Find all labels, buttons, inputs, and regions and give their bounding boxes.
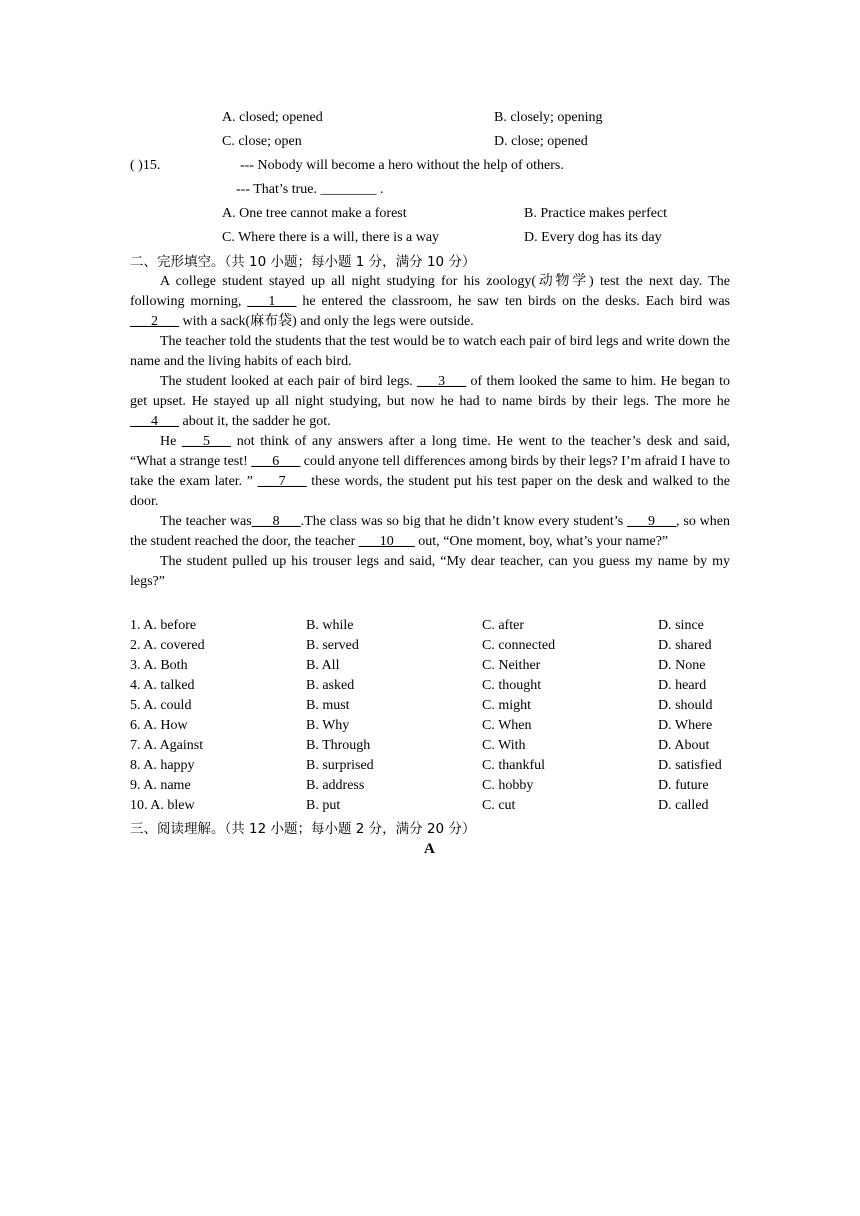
q14-option-b: B. closely; opening <box>494 110 603 125</box>
choice-option: D. None <box>658 658 706 673</box>
choice-option: D. called <box>658 798 709 813</box>
choice-option: D. should <box>658 698 713 713</box>
q15-option-c: C. Where there is a will, there is a way <box>222 230 440 245</box>
choice-option: 2. A. covered <box>130 638 205 653</box>
choice-option: 4. A. talked <box>130 678 195 693</box>
choice-option: C. When <box>482 718 532 733</box>
choice-option: B. while <box>306 618 354 633</box>
choice-option: C. after <box>482 618 524 633</box>
passage-paragraph: The student pulled up his trouser legs and said, “My dear teacher, can you guess my name by my legs?” <box>130 554 730 589</box>
choice-option: C. cut <box>482 798 516 813</box>
choice-option: D. Where <box>658 718 713 733</box>
choice-option: C. connected <box>482 638 556 653</box>
choice-option: D. About <box>658 738 710 753</box>
blank-3: ___3___ <box>417 374 467 389</box>
blank-5: ___5___ <box>182 434 232 449</box>
choice-option: B. Why <box>306 718 350 733</box>
choice-option: 1. A. before <box>130 618 197 633</box>
choice-option: 10. A. blew <box>130 798 195 813</box>
passage-paragraph: He ___5___ not think of any answers after a long time. He went to the teacher’s desk and said, “What a strange test! ___6___ could anyone tell differences among birds by their legs? I’m afraid I have to take the exam later. ” ___7___ these words, the student put his test paper on the desk and walked to the door. <box>130 434 731 509</box>
section2-title: 二、完形填空。（共 10 小题；每小题 1 分，满分 10 分） <box>130 254 476 270</box>
choice-option: 3. A. Both <box>130 658 188 673</box>
choice-option: B. must <box>306 698 350 713</box>
blank-8: ___8___ <box>251 514 301 529</box>
choice-option: B. asked <box>306 678 355 693</box>
reading-passage-heading: A <box>424 841 435 857</box>
choice-option: C. might <box>482 698 532 713</box>
choice-option: D. heard <box>658 678 707 693</box>
choice-option: B. put <box>306 798 341 813</box>
choice-option: B. served <box>306 638 359 653</box>
blank-10: ___10___ <box>358 534 415 549</box>
q15-answer-paren: ( )15. <box>130 158 161 173</box>
q15-reply: --- That’s true. ________ . <box>236 182 384 197</box>
blank-6: ___6___ <box>251 454 301 469</box>
choice-option: 7. A. Against <box>130 738 204 753</box>
blank-1: ___1___ <box>247 294 297 309</box>
blank-7: ___7___ <box>257 474 307 489</box>
choice-option: 6. A. How <box>130 718 188 733</box>
choice-option: 5. A. could <box>130 698 192 713</box>
choice-option: C. hobby <box>482 778 534 793</box>
q14-option-d: D. close; opened <box>494 134 588 149</box>
blank-2: ___2___ <box>130 314 179 329</box>
q15-option-a: A. One tree cannot make a forest <box>222 206 407 221</box>
choice-option: B. address <box>306 778 365 793</box>
q15-option-b: B. Practice makes perfect <box>524 206 668 221</box>
choice-option: C. thought <box>482 678 542 693</box>
choice-option: C. With <box>482 738 526 753</box>
choice-option: D. future <box>658 778 709 793</box>
q14-option-c: C. close; open <box>222 134 302 149</box>
choice-option: 8. A. happy <box>130 758 195 773</box>
choice-option: B. All <box>306 658 340 673</box>
passage-paragraph: The student looked at each pair of bird legs. ___3___ of them looked the same to him. He began to get upset. He stayed up all night studying, but now he had to name birds by their legs. The more he ___4___ about it, the sadder he got. <box>130 374 730 429</box>
choice-option: B. surprised <box>306 758 374 773</box>
passage-paragraph: The teacher was___8___.The class was so big that he didn’t know every student’s ___9___, so when the student reached the door, the teacher ___10___ out, “One moment, boy, what’s your name?” <box>130 514 730 549</box>
passage-paragraph: The teacher told the students that the test would be to watch each pair of bird legs and write down the name and the living habits of each bird. <box>130 334 730 369</box>
choice-option: D. shared <box>658 638 712 653</box>
choice-option: 9. A. name <box>130 778 191 793</box>
choice-option: D. satisfied <box>658 758 722 773</box>
choice-option: C. thankful <box>482 758 545 773</box>
q15-stem: --- Nobody will become a hero without the help of others. <box>240 158 564 173</box>
choice-option: B. Through <box>306 738 371 753</box>
q14-option-a: A. closed; opened <box>222 110 323 125</box>
blank-4: ___4___ <box>130 414 179 429</box>
q15-option-d: D. Every dog has its day <box>524 230 662 245</box>
choice-option: D. since <box>658 618 704 633</box>
passage-paragraph: A college student stayed up all night studying for his zoology(动物学) test the next day. The following morning, ___1___ he entered the classroom, he saw ten birds on the desks. Each bird was ___2___ with a sack(麻布袋) and only the legs were outside. <box>130 274 730 329</box>
cloze-passage <box>130 272 730 592</box>
blank-9: ___9___ <box>627 514 677 529</box>
section3-title: 三、阅读理解。（共 12 小题；每小题 2 分，满分 20 分） <box>130 821 476 837</box>
choice-option: C. Neither <box>482 658 541 673</box>
